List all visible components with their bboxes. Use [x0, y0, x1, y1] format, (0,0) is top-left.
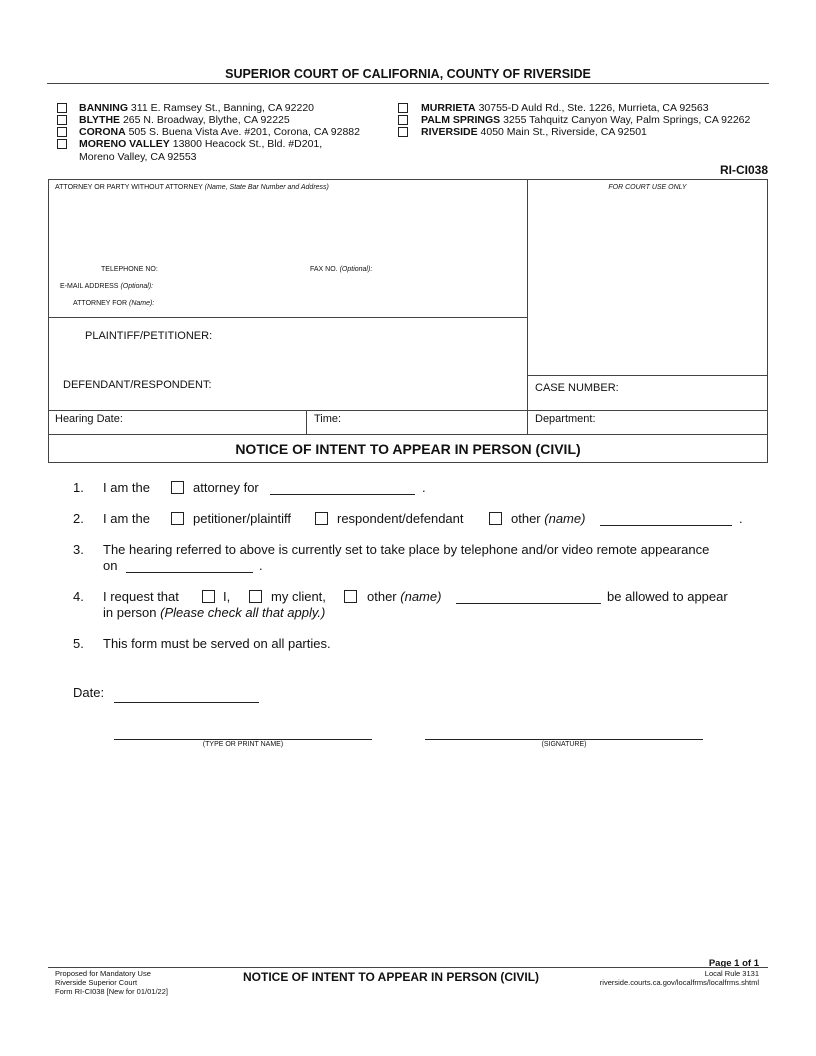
other-person-field[interactable] [456, 603, 601, 604]
email-label: E-MAIL ADDRESS (Optional): [60, 283, 154, 290]
item-2-text: I am the [103, 511, 150, 526]
checkbox-self[interactable] [202, 590, 215, 603]
footer-rule [48, 967, 768, 968]
hearing-date-label[interactable]: Hearing Date: [55, 413, 123, 425]
checkbox-other-person[interactable] [344, 590, 357, 603]
item-4-line2: in person (Please check all that apply.) [103, 605, 326, 620]
court-riverside: RIVERSIDE 4050 Main St., Riverside, CA 92501 [421, 126, 647, 138]
item-1-text: I am the [103, 480, 150, 495]
court-moreno-valley-address2: Moreno Valley, CA 92553 [79, 151, 197, 163]
item-3-on: on [103, 558, 118, 573]
caption-box [48, 179, 768, 463]
checkbox-my-client[interactable] [249, 590, 262, 603]
item-3-number: 3. [73, 542, 84, 557]
date-label: Date: [73, 685, 105, 700]
checkbox-riverside[interactable] [398, 127, 408, 137]
checkbox-respondent[interactable] [315, 512, 328, 525]
other-name-field[interactable] [600, 525, 732, 526]
time-label[interactable]: Time: [314, 413, 342, 425]
fax-label: FAX NO. (Optional): [310, 266, 373, 273]
item-3-text: The hearing referred to above is currently set to take place by telephone and/or video remote appearance [103, 542, 710, 557]
checkbox-murrieta[interactable] [398, 103, 408, 113]
court-corona: CORONA 505 S. Buena Vista Ave. #201, Corona, CA 92882 [79, 126, 360, 138]
checkbox-attorney-for[interactable] [171, 481, 184, 494]
checkbox-moreno-valley[interactable] [57, 139, 67, 149]
court-murrieta: MURRIETA 30755-D Auld Rd., Ste. 1226, Murrieta, CA 92563 [421, 102, 709, 114]
court-palm-springs: PALM SPRINGS 3255 Tahquitz Canyon Way, Palm Springs, CA 92262 [421, 114, 751, 126]
date-field[interactable] [114, 702, 259, 703]
item-1-option: attorney for [193, 480, 259, 495]
checkbox-banning[interactable] [57, 103, 67, 113]
court-use-label: FOR COURT USE ONLY [608, 184, 687, 191]
footer-left-2: Riverside Superior Court [55, 978, 138, 987]
footer-right-1: Local Rule 3131 [704, 969, 759, 978]
footer-title: NOTICE OF INTENT TO APPEAR IN PERSON (CIVIL) [243, 970, 540, 984]
header-rule [47, 83, 769, 84]
case-number-label[interactable]: CASE NUMBER: [535, 382, 619, 394]
checkbox-blythe[interactable] [57, 115, 67, 125]
item-3-end: . [259, 558, 263, 573]
court-blythe: BLYTHE 265 N. Broadway, Blythe, CA 92225 [79, 114, 290, 126]
page-number: Page 1 of 1 [708, 958, 759, 969]
item-4-text: I request that [103, 589, 179, 604]
footer-right-2: riverside.courts.ca.gov/localfrms/localfrms.shtml [599, 978, 759, 987]
item-4-tail: be allowed to appear [607, 589, 728, 604]
court-banning: BANNING 311 E. Ramsey St., Banning, CA 92220 [79, 102, 315, 114]
item-2-option-1: petitioner/plaintiff [193, 511, 292, 526]
checkbox-corona[interactable] [57, 127, 67, 137]
attorney-heading: ATTORNEY OR PARTY WITHOUT ATTORNEY (Name, State Bar Number and Address) [55, 184, 329, 191]
footer-left-1: Proposed for Mandatory Use [55, 969, 151, 978]
print-name-label: (TYPE OR PRINT NAME) [202, 741, 284, 748]
hearing-date-field[interactable] [126, 572, 253, 573]
item-4-option-1: I, [223, 589, 231, 604]
item-4-option-2: my client, [271, 589, 326, 604]
court-moreno-valley: MORENO VALLEY 13800 Heacock St., Bld. #D201, [79, 138, 323, 150]
attorney-for-label: ATTORNEY FOR (Name): [73, 300, 155, 307]
item-2-option-2: respondent/defendant [337, 511, 464, 526]
item-4-option-3: other (name) [367, 589, 442, 604]
item-4-number: 4. [73, 589, 84, 604]
item-1-number: 1. [73, 480, 84, 495]
signature-label: (SIGNATURE) [541, 741, 587, 748]
defendant-label: DEFENDANT/RESPONDENT: [63, 379, 212, 391]
department-label[interactable]: Department: [535, 413, 596, 425]
form-title: NOTICE OF INTENT TO APPEAR IN PERSON (CIVIL) [235, 441, 581, 457]
court-title: SUPERIOR COURT OF CALIFORNIA, COUNTY OF RIVERSIDE [225, 67, 591, 81]
plaintiff-label: PLAINTIFF/PETITIONER: [85, 330, 213, 342]
item-1-end: . [422, 480, 426, 495]
item-2-end: . [739, 511, 743, 526]
item-5-number: 5. [73, 636, 84, 651]
checkbox-other[interactable] [489, 512, 502, 525]
item-2-number: 2. [73, 511, 84, 526]
form-id: RI-CI038 [719, 163, 768, 177]
signature-field[interactable] [425, 739, 703, 740]
item-2-option-3: other (name) [511, 511, 586, 526]
footer-left-3: Form RI-CI038 [New for 01/01/22] [55, 987, 168, 996]
item-5-text: This form must be served on all parties. [103, 636, 331, 651]
checkbox-palm-springs[interactable] [398, 115, 408, 125]
checkbox-petitioner[interactable] [171, 512, 184, 525]
print-name-field[interactable] [114, 739, 372, 740]
telephone-label: TELEPHONE NO: [101, 266, 158, 273]
attorney-for-field[interactable] [270, 494, 415, 495]
